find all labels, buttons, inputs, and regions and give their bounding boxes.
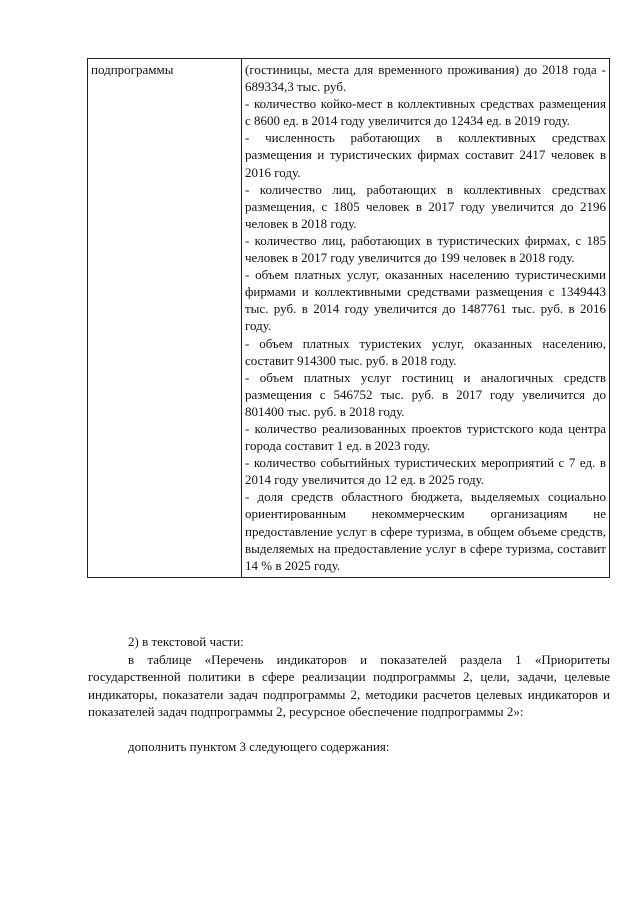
table-item: - доля средств областного бюджета, выделяемых социально ориентированным некоммерческим организациям не предоставление услуг в сфере туризма, в общем объеме средств, выделяемых на предоставление услуг в сфере туризма, составит 14 % в 2025 году. [245, 489, 606, 573]
table-cell-items [242, 59, 610, 578]
table-item: - количество лиц, работающих в коллективных средствах размещения, с 1805 человек в 2017 году увеличится до 2196 человек в 2018 году. [245, 181, 606, 231]
text-paragraph: дополнить пунктом 3 следующего содержания: [128, 739, 390, 754]
text-paragraph: 2) в текстовой части: [128, 634, 244, 649]
table-item: - объем платных туристеких услуг, оказанных населению, составит 914300 тыс. руб. в 2018 году. [245, 335, 606, 368]
table-item: - количество реализованных проектов туристского кода центра города составит 1 ед. в 2023 году. [245, 420, 606, 454]
subprogram-table [87, 58, 610, 578]
table-item: - объем платных услуг гостиниц и аналогичных средств размещения с 546752 тыс. руб. в 2017 году увеличится до 801400 тыс. руб. в 2018 году. [245, 369, 606, 419]
text-paragraph: в таблице «Перечень индикаторов и показателей раздела 1 «Приоритеты государственной политики в сфере реализации подпрограммы 2, цели, задачи, целевые индикаторы, показатели задач подпрограммы 2, методики расчетов целевых индикаторов и показателей задач подпрограммы 2, ресурсное обеспечение подпрограммы 2»: [88, 652, 610, 720]
table-cell-label: подпрограммы [88, 59, 242, 578]
table-item: - количество событийных туристических мероприятий с 7 ед. в 2014 году увеличится до 12 ед. в 2025 году. [245, 455, 606, 488]
table-item: - численность работающих в коллективных средствах размещения и туристических фирмах составит 2417 человек в 2016 году. [245, 130, 606, 180]
table-item: (гостиницы, места для временного проживания) до 2018 года - 689334,3 тыс. руб. [245, 62, 606, 95]
table-item: - количество лиц, работающих в туристических фирмах, с 185 человек в 2017 году увеличится до 199 человек в 2018 году. [245, 232, 606, 266]
table-item: - количество койко-мест в коллективных средствах размещения с 8600 ед. в 2014 году увеличится до 12434 ед. в 2019 году. [245, 96, 606, 129]
table-row [88, 59, 610, 578]
table-item: - объем платных услуг, оказанных населению туристическими фирмами и коллективными средствами размещения с 1349443 тыс. руб. в 2014 году увеличится до 1487761 тыс. руб. в 2016 году. [245, 267, 606, 334]
